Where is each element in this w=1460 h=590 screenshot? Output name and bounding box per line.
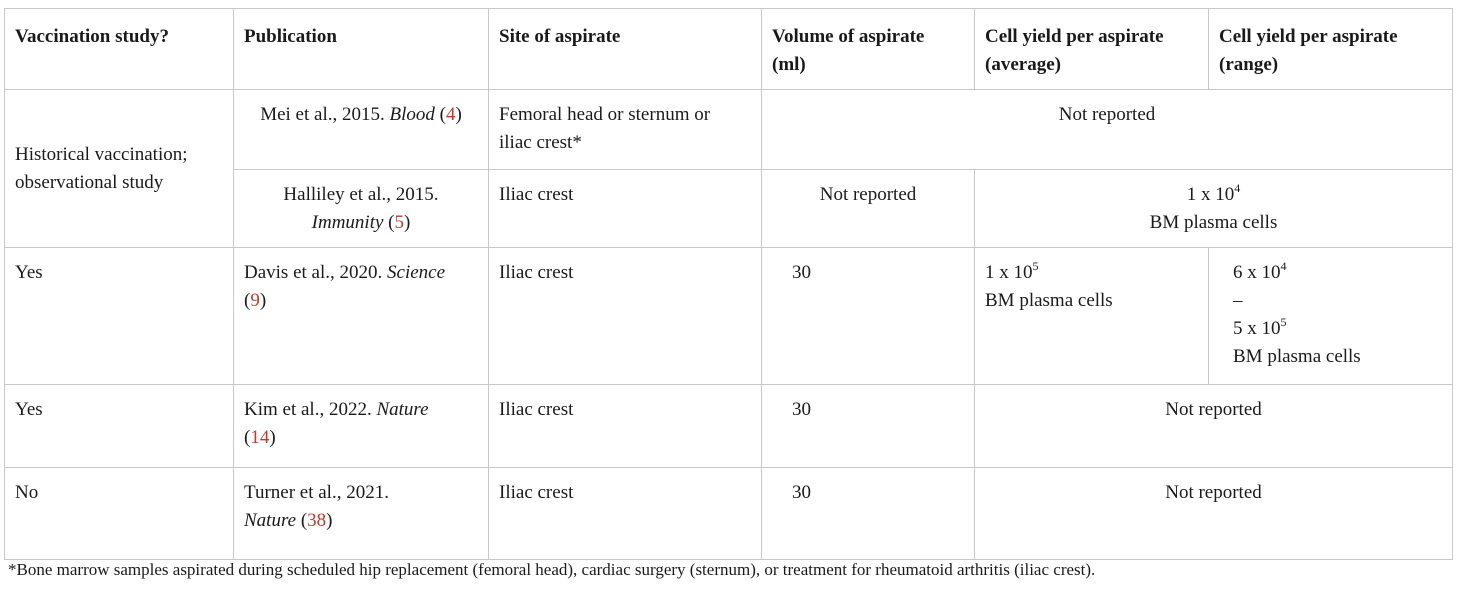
cell-publication-halliley: Halliley et al., 2015. Immunity (5)	[234, 170, 489, 248]
table-container	[4, 8, 1452, 560]
header-yield-average: Cell yield per aspirate (average)	[975, 9, 1209, 90]
header-site: Site of aspirate	[489, 9, 762, 90]
cell-site-mei: Femoral head or sternum or iliac crest*	[489, 90, 762, 170]
cell-vaccination-davis: Yes	[5, 248, 234, 385]
cell-vaccination-historical: Historical vaccination; observational study	[5, 90, 234, 248]
cell-yield-range-davis: 6 x $10^4$ – 5 x $10^5$ BM plasma cells	[1209, 248, 1453, 385]
table-row	[5, 90, 1453, 170]
header-vaccination: Vaccination study?	[5, 9, 234, 90]
cell-site-kim: Iliac crest	[489, 385, 762, 468]
header-yield-range: Cell yield per aspirate (range)	[1209, 9, 1453, 90]
cell-not-reported-mei: Not reported	[762, 90, 1453, 170]
cell-vaccination-kim: Yes	[5, 385, 234, 468]
cell-site-halliley: Iliac crest	[489, 170, 762, 248]
cell-yield-kim: Not reported	[975, 385, 1453, 468]
cell-publication-mei: Mei et al., 2015. Blood (4)	[234, 90, 489, 170]
bone-marrow-aspirate-table	[4, 8, 1453, 560]
reference-link[interactable]: 38	[307, 510, 327, 531]
header-row	[5, 9, 1453, 90]
cell-site-davis: Iliac crest	[489, 248, 762, 385]
reference-link[interactable]: 14	[250, 427, 270, 448]
table-row	[5, 248, 1453, 385]
header-publication: Publication	[234, 9, 489, 90]
table-row	[5, 385, 1453, 468]
cell-vaccination-turner: No	[5, 468, 234, 560]
cell-publication-kim: Kim et al., 2022. Nature (14)	[234, 385, 489, 468]
cell-site-turner: Iliac crest	[489, 468, 762, 560]
cell-volume-kim: 30	[762, 385, 975, 468]
table-footnote: *Bone marrow samples aspirated during scheduled hip replacement (femoral head), cardiac surgery (sternum), or treatment for rheumatoid arthritis (iliac crest).	[8, 560, 1096, 579]
table-row	[5, 468, 1453, 560]
cell-volume-davis: 30	[762, 248, 975, 385]
cell-volume-halliley: Not reported	[762, 170, 975, 248]
cell-publication-turner: Turner et al., 2021. Nature (38)	[234, 468, 489, 560]
reference-link[interactable]: 9	[250, 290, 260, 311]
cell-yield-turner: Not reported	[975, 468, 1453, 560]
cell-volume-turner: 30	[762, 468, 975, 560]
cell-publication-davis: Davis et al., 2020. Science (9)	[234, 248, 489, 385]
reference-link[interactable]: 5	[394, 212, 404, 233]
reference-link[interactable]: 4	[445, 104, 456, 125]
cell-yield-halliley: 1 x $10^4$ BM plasma cells	[975, 170, 1453, 248]
cell-yield-average-davis: 1 x $10^5$ BM plasma cells	[975, 248, 1209, 385]
header-volume: Volume of aspirate (ml)	[762, 9, 975, 90]
